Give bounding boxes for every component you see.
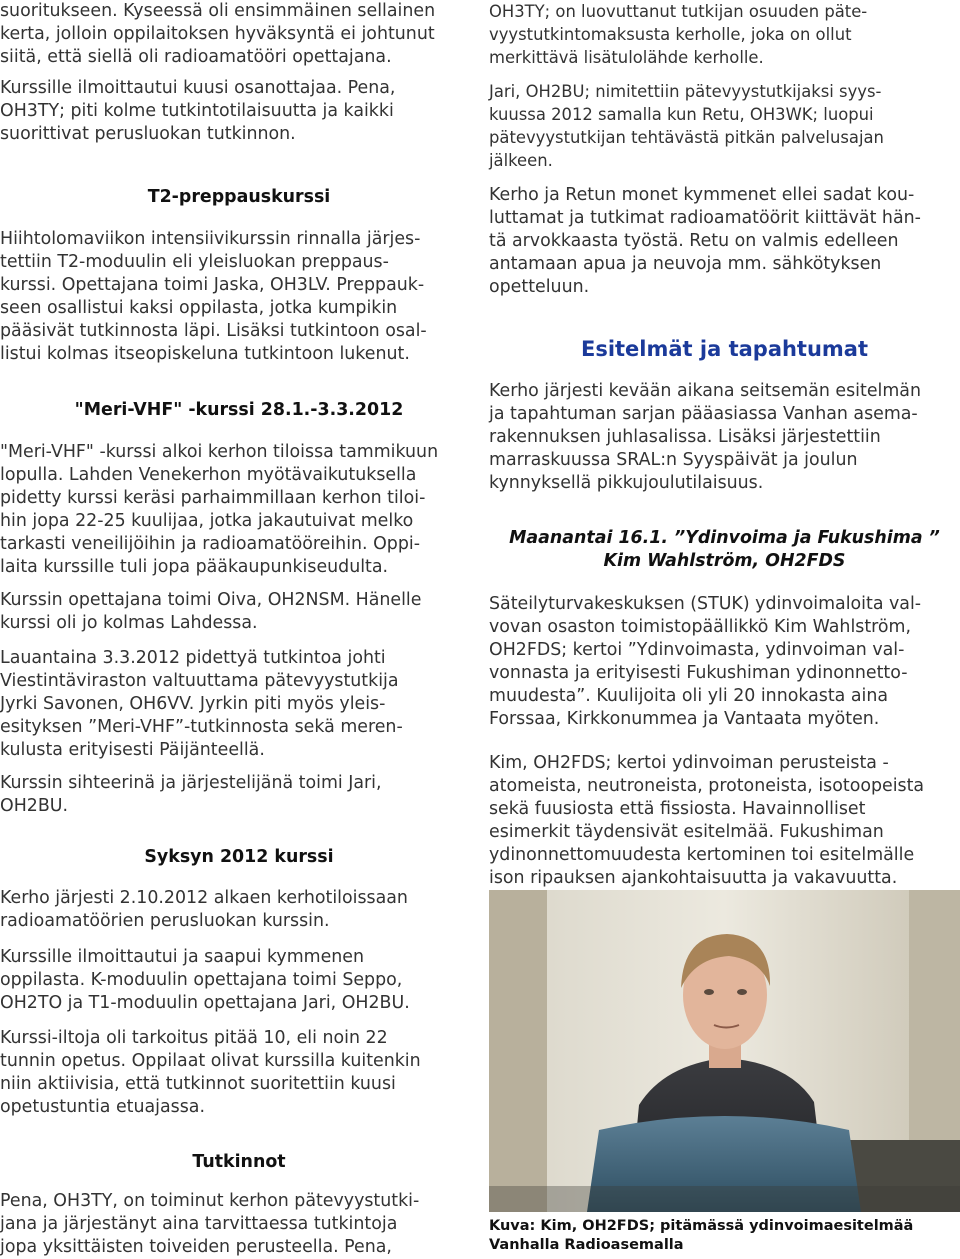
heading-meri-vhf: "Meri-VHF" -kurssi 28.1.-3.3.2012 (74, 400, 404, 420)
paragraph-new-examiner: Jari, OH2BU; nimitettiin pätevyystutkijaksi syys- kuussa 2012 samalla kun Retu, OH3WK; luopui pätevyystutkijan tehtävästä pitkän palvelusajan jälkeen. (489, 82, 884, 170)
heading-monday-lecture: Maanantai 16.1. ”Ydinvoima ja Fukushima ” (509, 528, 940, 548)
heading-autumn-course: Syksyn 2012 kurssi (144, 847, 334, 867)
paragraph-lecture-series: Kerho järjesti kevään aikana seitsemän esitelmän ja tapahtuman sarjan pääasiassa Vanhan asema- rakennuksen juhlasalissa. Lisäksi järjestettiin marraskuussa SRAL:n Syyspäivät ja joulun kynnyksellä pikkujoulutilaisuus. (489, 381, 921, 493)
paragraph-thanks: Kerho ja Retun monet kymmenet ellei sadat kou- luttamat ja tutkimat radioamatöörit kiittävät hän- tä arvokkaasta työstä. Retu on valmis edelleen antamaan apua ja neuvoja mm. sähkötyksen opetteluun. (489, 185, 921, 297)
paragraph-exam-fee: OH3TY; on luovuttanut tutkijan osuuden päte- vyystutkintomaksusta kerholle, joka on ollut merkittävä lisätulolähde kerholle. (489, 2, 868, 67)
heading-t2-course: T2-preppauskurssi (147, 187, 331, 207)
paragraph-meri-vhf: "Meri-VHF" -kurssi alkoi kerhon tiloissa tammikuun lopulla. Lahden Venekerhon myötävaikutuksella pidetty kurssi keräsi parhaimmillaan kerhon tiloi- hin jopa 22-25 kuulijaa, jotka jakautuivat melko tarkasti veneilijöihin ja radioamatööreihin. Oppi- laita kurssille tuli jopa pääkaupunkiseudulta. (0, 442, 439, 577)
photo-caption: Kuva: Kim, OH2FDS; pitämässä ydinvoimaesitelmää Vanhalla Radioasemalla (489, 1218, 914, 1253)
paragraph-continued-accreditation: suoritukseen. Kyseessä oli ensimmäinen sellainen kerta, jolloin oppilaitoksen hyväksyntä ei johtunut siitä, että siellä oli radioamatööri opettajana. (0, 1, 436, 67)
paragraph-participants: Kurssille ilmoittautui kuusi osanottajaa. Pena, OH3TY; piti kolme tutkintotilaisuutta ja kaikki suorittivat perusluokan tutkinnon. (0, 78, 396, 144)
paragraph-stuk: Säteilyturvakeskuksen (STUK) ydinvoimaloita val- vovan osaston toimistopäällikkö Kim Wahlström, OH2FDS; kertoi ”Ydinvoimasta, ydinvoiman val- vonnasta ja erityisesti Fukushiman ydinonnetto- muudesta”. Kuulijoita oli yli 20 innokasta aina Forssaa, Kirkkonummea ja Vantaata myöten. (489, 594, 922, 729)
paragraph-autumn-course: Kerho järjesti 2.10.2012 alkaen kerhotiloissaan radioamatöörien perusluokan kurssin. (0, 888, 408, 931)
paragraph-exams: Pena, OH3TY, on toiminut kerhon pätevyystutki- jana ja järjestänyt aina tarvittaessa tutkintoja jopa yksittäisten toiveiden perusteella. Pena, (0, 1191, 420, 1257)
paragraph-t2-course: Hiihtolomaviikon intensiivikurssin rinnalla järjes- tettiin T2-moduulin eli yleisluokan preppaus- kurssi. Opettajana toimi Jaska, OH3LV. Preppauk- seen osallistui kaksi oppilasta, jotka kumpikin pääsivät tutkinnosta läpi. Lisäksi tutkintoon osal- listui kolmas itseopiskeluna tutkintoon lukenut. (0, 229, 427, 364)
paragraph-exam: Lauantaina 3.3.2012 pidettyä tutkintoa johti Viestintäviraston valtuuttama pätevyystutkija Jyrki Savonen, OH6VV. Jyrkin piti myös yleis- esityksen ”Meri-VHF”-tutkinnosta sekä meren- kulusta erityisesti Päijänteellä. (0, 648, 403, 760)
paragraph-teacher: Kurssin opettajana toimi Oiva, OH2NSM. Hänelle kurssi oli jo kolmas Lahdessa. (0, 590, 422, 633)
heading-lecturer: Kim Wahlström, OH2FDS (603, 551, 846, 571)
paragraph-nuclear-basics: Kim, OH2FDS; kertoi ydinvoiman perusteista - atomeista, neutroneista, protoneista, isotoopeista sekä fuusiosta että fissiosta. Havainnolliset esimerkit täydensivät esitelmää. Fukushiman ydinonnettomuudesta kertominen toi esitelmälle ison ripauksen ajankohtaisuutta ja vakavuutta. (489, 753, 925, 888)
paragraph-secretary: Kurssin sihteerinä ja järjestelijänä toimi Jari, OH2BU. (0, 773, 382, 816)
photo-lecturer (489, 890, 960, 1212)
paragraph-enrollment: Kurssille ilmoittautui ja saapui kymmenen oppilasta. K-moduulin opettajana toimi Seppo, OH2TO ja T1-moduulin opettajana Jari, OH2BU. (0, 947, 410, 1013)
paragraph-course-evenings: Kurssi-iltoja oli tarkoitus pitää 10, eli noin 22 tunnin opetus. Oppilaat olivat kurssilla kuitenkin niin aktiivisia, että tutkinnot suoritettiin kuusi opetustuntia etuajassa. (0, 1028, 421, 1117)
heading-lectures-events: Esitelmät ja tapahtumat (580, 337, 869, 361)
heading-exams: Tutkinnot (192, 1152, 286, 1172)
photo-lecturer-illustration (489, 890, 960, 1212)
